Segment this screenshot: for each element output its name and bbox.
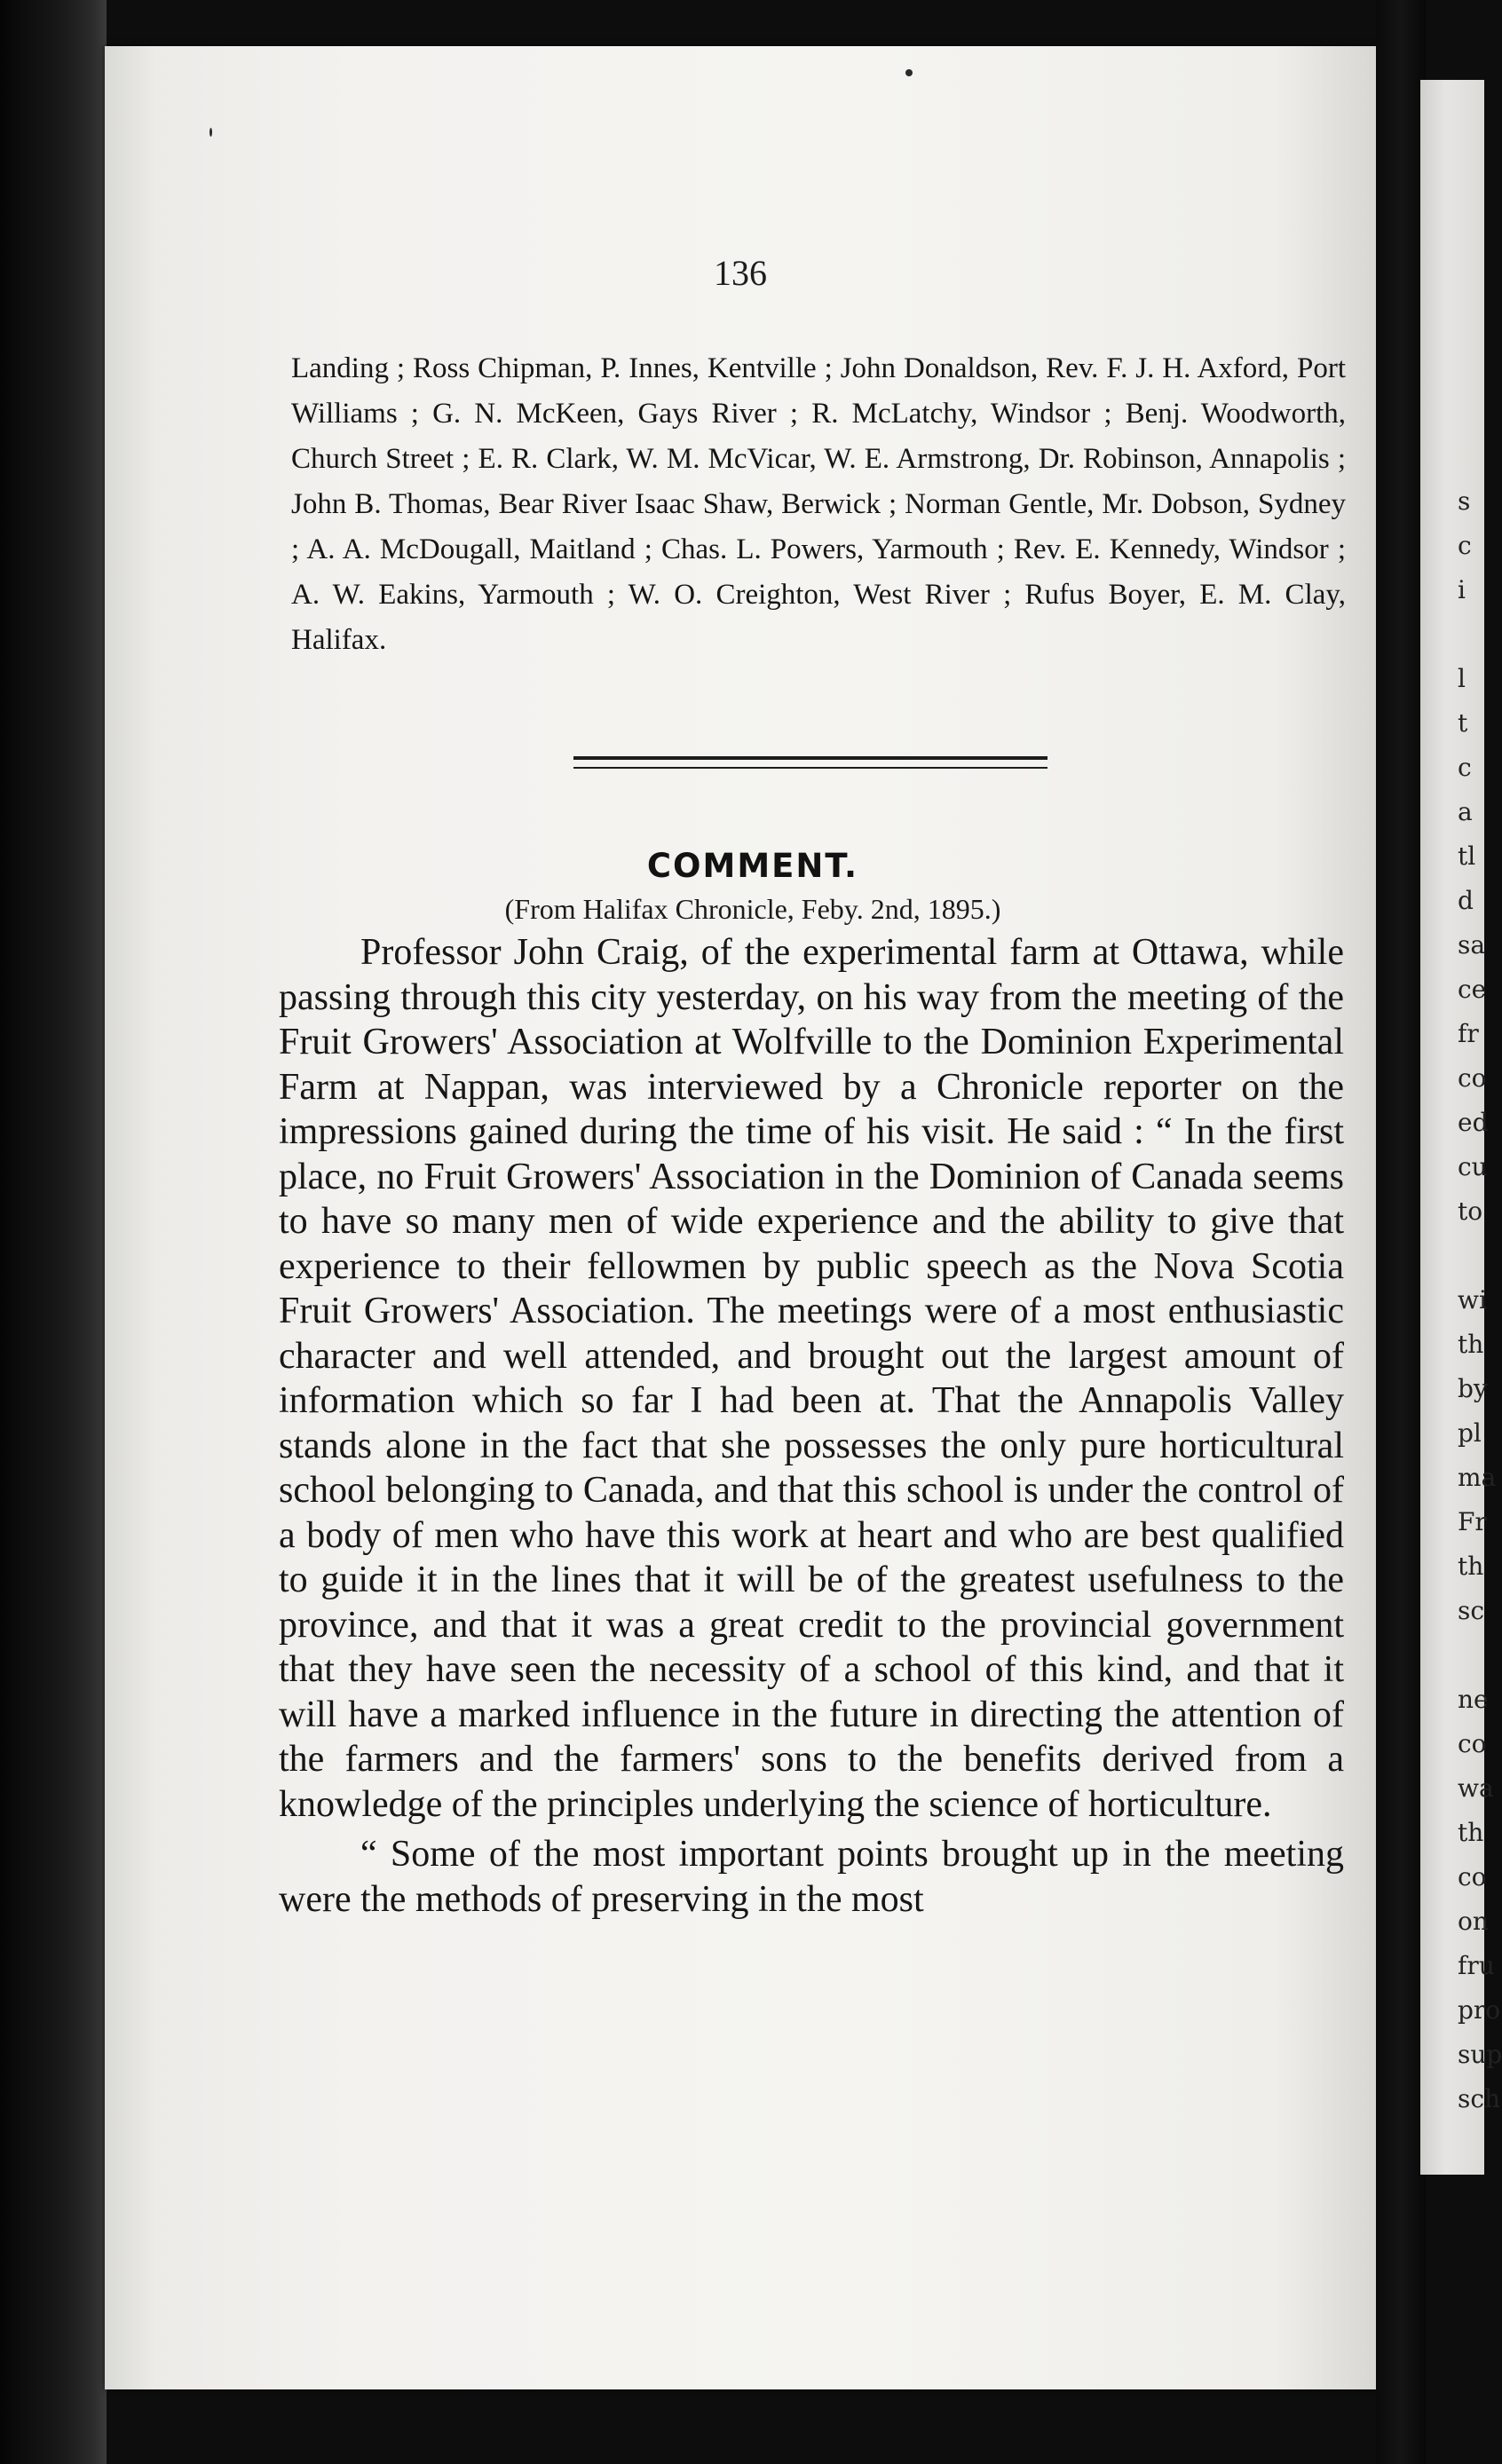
- article-body: [279, 930, 1344, 1922]
- section-divider-thin: [573, 767, 1047, 769]
- section-heading: COMMENT.: [646, 847, 859, 885]
- article-paragraph-2: “ Some of the most important points brought up in the meeting were the methods of preserving in the most: [279, 1834, 1344, 1920]
- page-gutter: [1376, 0, 1426, 2464]
- page-speck: [905, 69, 913, 76]
- book-page: [105, 46, 1376, 2389]
- section-divider-thick: [573, 756, 1047, 760]
- book-binding-edge: [0, 0, 107, 2464]
- names-paragraph: Landing ; Ross Chipman, P. Innes, Kentville ; John Donaldson, Rev. F. J. H. Axford, Port Williams ; G. N. McKeen, Gays River ; R. McLatchy, Windsor ; Benj. Woodworth, Church Street ; E. R. Clark, W. M. McVicar, W. E. Armstrong, Dr. Robinson, Annapolis ; John B. Thomas, Bear River Isaac Shaw, Berwick ; Norman Gentle, Mr. Dobson, Sydney ; A. A. McDougall, Maitland ; Chas. L. Powers, Yarmouth ; Rev. E. Kennedy, Windsor ; A. W. Eakins, Yarmouth ; W. O. Creighton, West River ; Rufus Boyer, E. M. Clay, Halifax.: [291, 352, 1346, 656]
- adjacent-page-text: s c i l t c a tl d sa ce fr co ed cu to wi th by pl ma Fr th sc ne co wa th co on fru pro sup sch: [1458, 486, 1502, 2113]
- page-speck: [209, 128, 212, 137]
- article-paragraph-1: Professor John Craig, of the experimental farm at Ottawa, while passing through this city yesterday, on his way from the meeting of the Fruit Growers' Association at Wolfville to the Dominion Experimental Farm at Nappan, was interviewed by a Chronicle reporter on the impressions gained during the time of his visit. He said : “ In the first place, no Fruit Growers' Association in the Dominion of Canada seems to have so many men of wide experience and the ability to give that experience to their fellowmen by public speech as the Nova Scotia Fruit Growers' Association. The meetings were of a most enthusiastic character and well attended, and brought out the largest amount of information which so far I had been at. That the Annapolis Valley stands alone in the fact that she possesses the only pure horticultural school belonging to Canada, and that this school is under the control of a body of men who have this work at heart and who are best qualified to guide it in the lines that it will be of the greatest usefulness to the province, and that it was a great credit to the provincial government that they have seen the necessity of a school of this kind, and that it will have a marked influence in the future in directing the attention of the farmers and the farmers' sons to the benefits derived from a knowledge of the principles underlying the science of horticulture.: [279, 932, 1344, 1825]
- source-line: (From Halifax Chronicle, Feby. 2nd, 1895.): [504, 893, 1001, 925]
- page-number: 136: [714, 253, 767, 293]
